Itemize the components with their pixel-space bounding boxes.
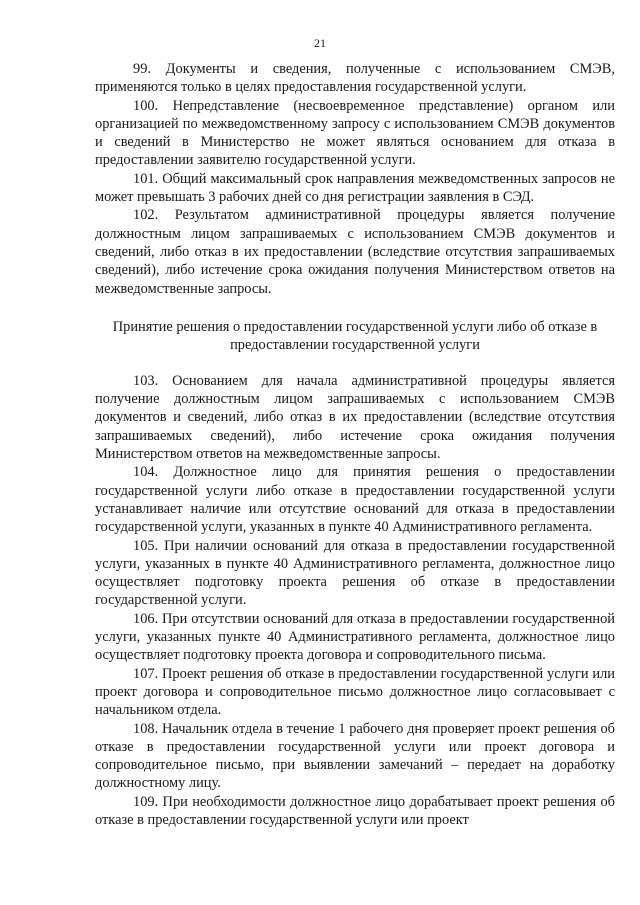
paragraph-109: 109. При необходимости должностное лицо дорабатывает проект решения об отказе в предоставлении государственной услуги или проект bbox=[95, 793, 615, 828]
document-body bbox=[95, 60, 615, 829]
paragraph-101: 101. Общий максимальный срок направления межведомственных запросов не может превышать 3 рабочих дней со дня регистрации заявления в СЭД. bbox=[95, 170, 615, 206]
paragraph-106: 106. При отсутствии оснований для отказа в предоставлении государственной услуги, указанных пункте 40 Административного регламента, должностное лицо осуществляет подготовку проекта договора и сопроводительного письма. bbox=[95, 610, 615, 664]
page-number: 21 bbox=[314, 36, 326, 50]
section-heading: Принятие решения о предоставлении государственной услуги либо об отказе в предоставлении государственной услуги bbox=[112, 318, 598, 353]
paragraph-99: 99. Документы и сведения, полученные с использованием СМЭВ, применяются только в целях предоставления государственной услуги. bbox=[95, 61, 615, 96]
paragraph-104: 104. Должностное лицо для принятия решения о предоставлении государственной услуги либо отказе в предоставлении государственной услуги устанавливает наличие или отсутствие оснований для отказа в предоставлении государственной услуги, указанных в пункте 40 Административного регламента. bbox=[95, 464, 615, 536]
paragraph-100: 100. Непредставление (несвоевременное представление) органом или организацией по межведомственному запросу с использованием СМЭВ документов и сведений в Министерство не может являться основанием для отказа в предоставлении заявителю государственной услуги. bbox=[95, 97, 615, 169]
paragraph-102: 102. Результатом административной процедуры является получение должностным лицом запрашиваемых с использованием СМЭВ документов и сведений, либо отказ в их предоставлении (вследствие отсутствия запрашиваемых сведений), либо истечение срока ожидания получения Министерством ответов на межведомственные запросы. bbox=[95, 207, 615, 297]
paragraph-107: 107. Проект решения об отказе в предоставлении государственной услуги или проект договора и сопроводительное письмо должностное лицо согласовывает с начальником отдела. bbox=[95, 665, 615, 719]
paragraph-103: 103. Основанием для начала административной процедуры является получение должностным лицом запрашиваемых с использованием СМЭВ документов и сведений, либо отказ в их предоставлении (вследствие отсутствия запрашиваемых сведений), либо истечение срока ожидания получения Министерством ответов на межведомственные запросы. bbox=[95, 372, 615, 463]
paragraph-105: 105. При наличии оснований для отказа в предоставлении государственной услуги, указанных в пункте 40 Административного регламента, должностное лицо осуществляет подготовку проекта решения об отказе в предоставлении государственной услуги. bbox=[95, 537, 615, 609]
paragraph-108: 108. Начальник отдела в течение 1 рабочего дня проверяет проект решения об отказе в предоставлении государственной услуги или проект договора и сопроводительное письмо, при выявлении замечаний – передает на доработку должностному лицу. bbox=[95, 720, 615, 792]
